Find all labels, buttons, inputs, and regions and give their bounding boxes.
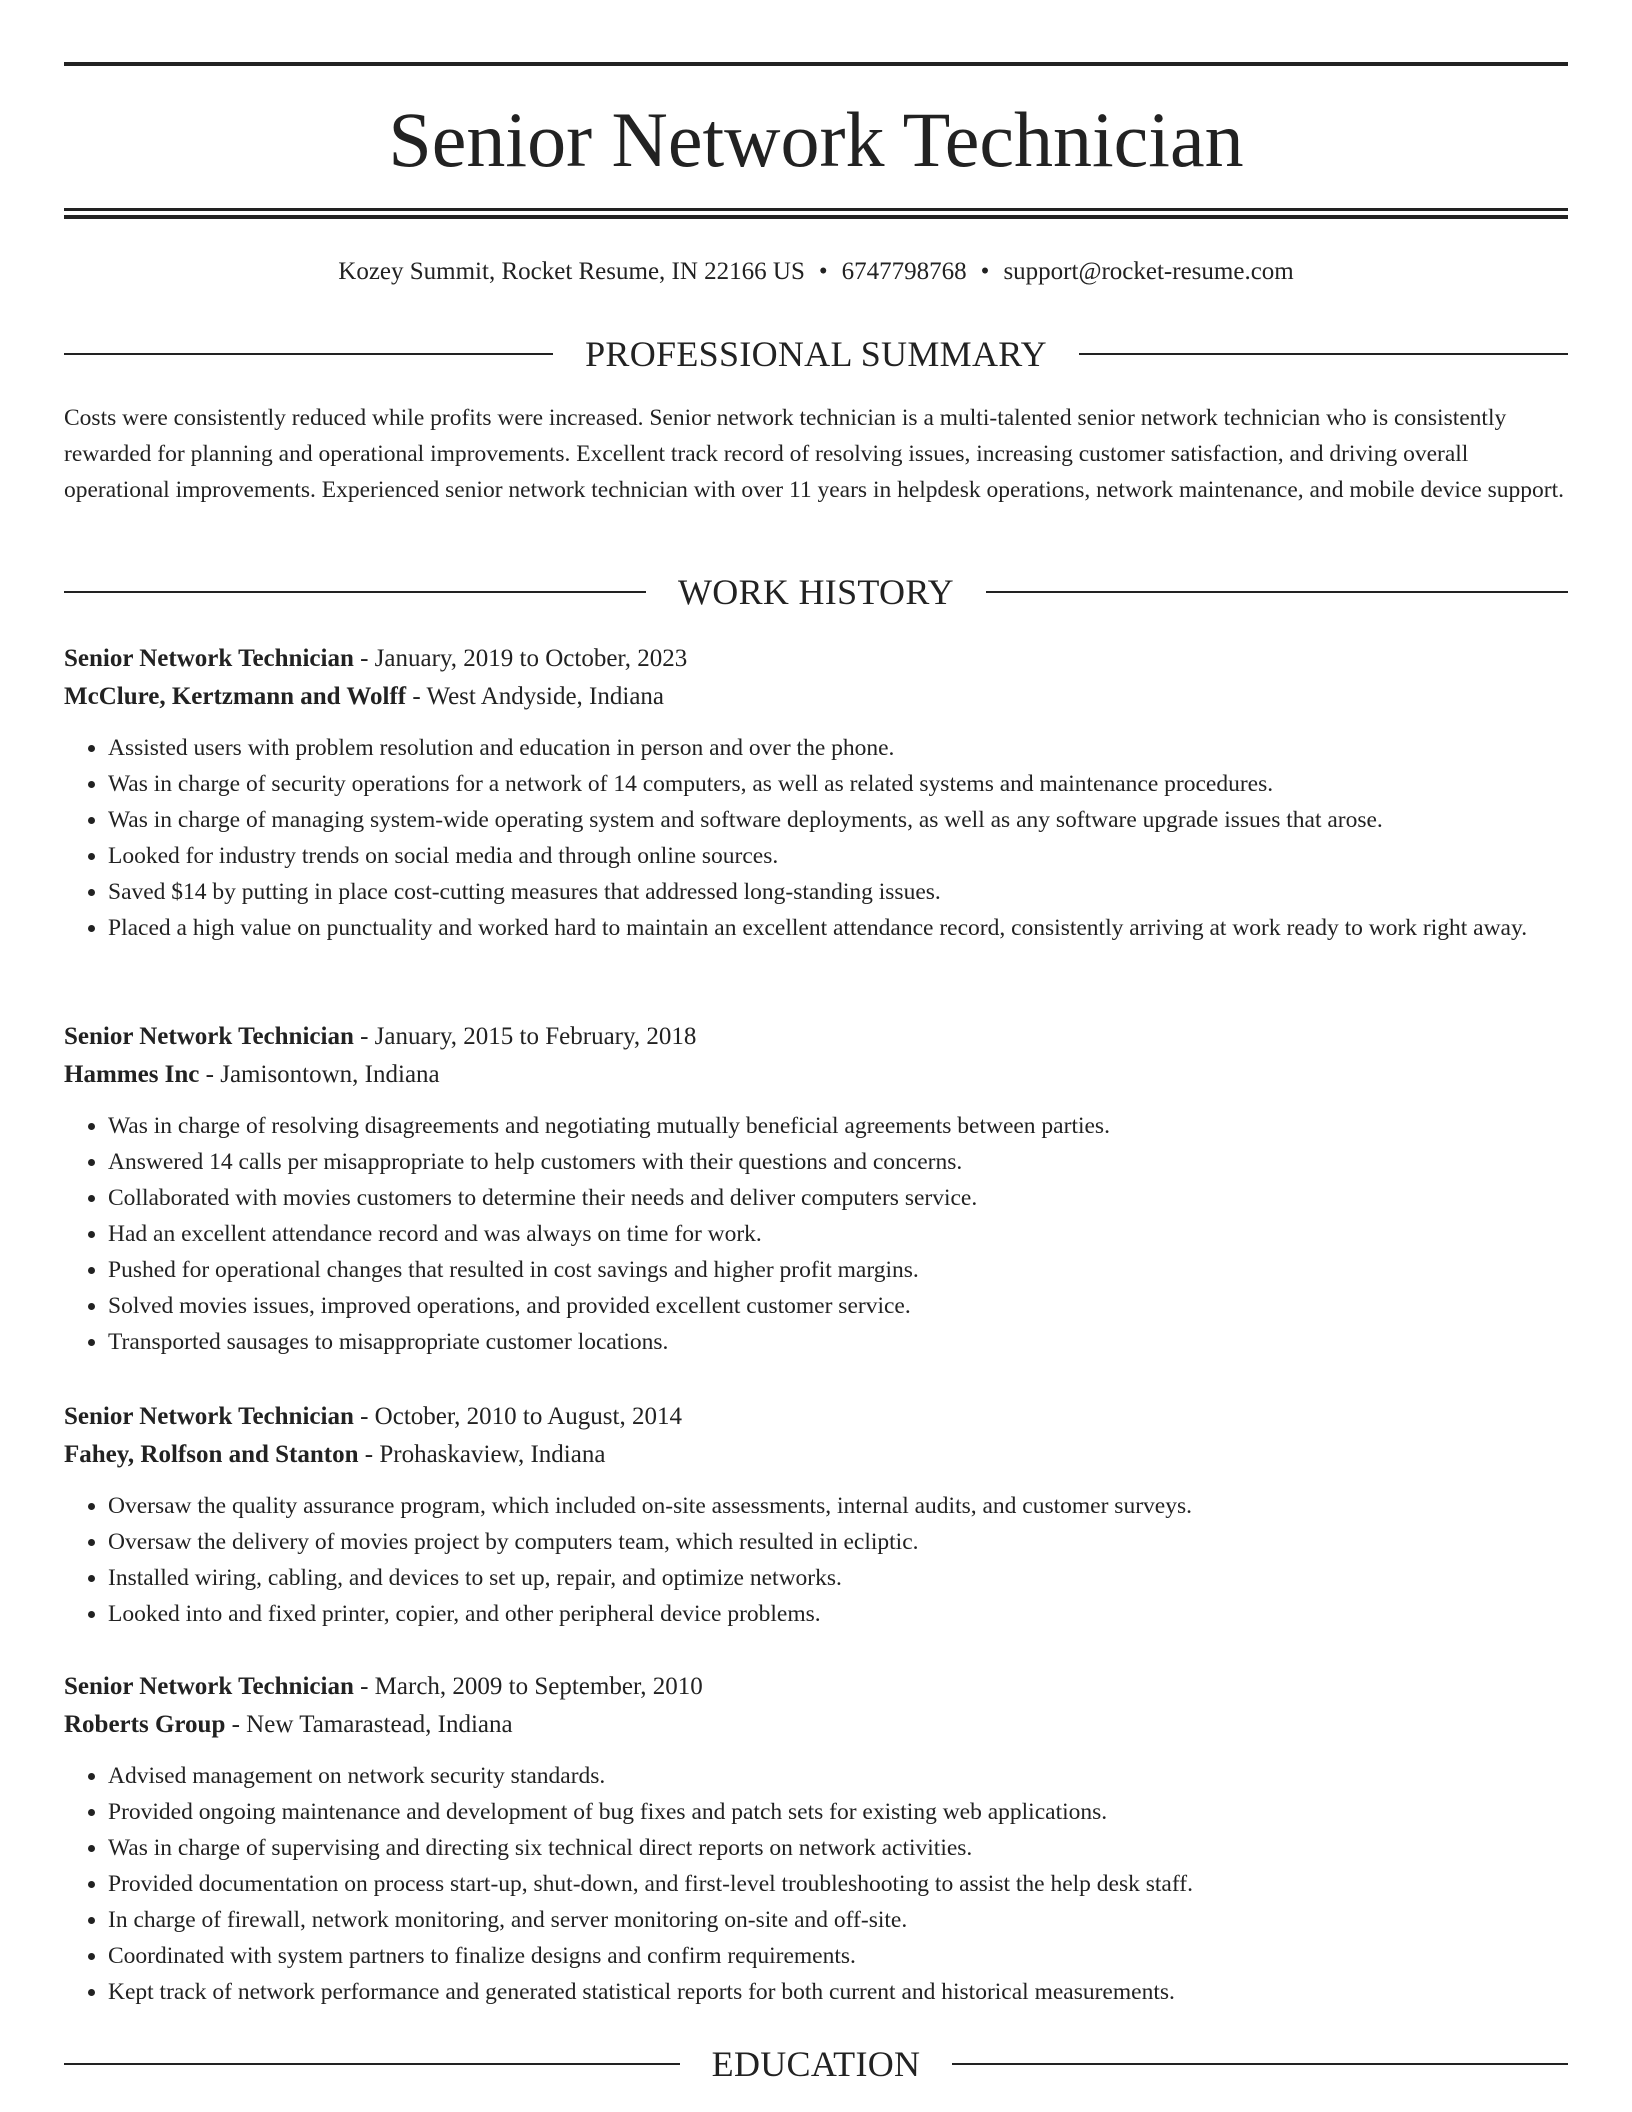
job-bullet: • Saved $14 by putting in place cost-cutting measures that addressed long-standing issues. [108,874,1568,910]
heading-rule-right [1079,353,1568,355]
summary-paragraph: Costs were consistently reduced while profits were increased. Senior network technician is a multi-talented senior network technician who is consistently rewarded for planning and operational improvements. Excellent track record of resolving issues, increasing customer satisfaction, and driving overall operational improvements. Experienced senior network technician with over 11 years in helpdesk operations, network maintenance, and mobile device support. [64,405,1565,503]
job-bullet: • Was in charge of resolving disagreements and negotiating mutually beneficial agreements between parties. [108,1108,1568,1144]
job-bullet: • Transported sausages to misappropriate customer locations. [108,1324,1568,1360]
contact-separator: • [980,258,990,285]
job-bullets [64,1758,1568,2010]
job-dates: - January, 2019 to October, 2023 [353,645,688,672]
job-title-line [64,1668,1568,1706]
top-rule [64,62,1568,66]
job-bullet: • Advised management on network security standards. [108,1758,1568,1794]
job-company-line [64,1706,1568,1744]
job-bullet: • Looked for industry trends on social media and through online sources. [108,838,1568,874]
heading-rule-right [952,2063,1568,2065]
contact-email: support@rocket-resume.com [1003,258,1294,285]
job-title-line [64,640,1568,678]
heading-rule-left [64,2063,680,2065]
job-company-line [64,678,1568,716]
job-bullets [64,1108,1568,1360]
job-bullet: • Assisted users with problem resolution and education in person and over the phone. [108,730,1568,766]
job-dates: - October, 2010 to August, 2014 [353,1403,682,1430]
job-bullet: • Oversaw the delivery of movies project by computers team, which resulted in ecliptic. [108,1524,1568,1560]
job-location: - New Tamarastead, Indiana [225,1711,513,1738]
job-bullet: • Oversaw the quality assurance program, which included on-site assessments, internal audits, and customer surveys. [108,1488,1568,1524]
job-bullet: • Was in charge of security operations for a network of 14 computers, as well as related systems and maintenance procedures. [108,766,1568,802]
job-entry [64,640,1568,946]
job-bullet: • Kept track of network performance and generated statistical reports for both current and historical measurements. [108,1974,1568,2010]
job-bullet: • Installed wiring, cabling, and devices to set up, repair, and optimize networks. [108,1560,1568,1596]
job-bullet: • Coordinated with system partners to finalize designs and confirm requirements. [108,1938,1568,1974]
section-heading-summary [64,334,1568,374]
job-location: - West Andyside, Indiana [406,683,665,710]
job-location: - Prohaskaview, Indiana [358,1441,606,1468]
job-company: McClure, Kertzmann and Wolff [64,683,407,710]
section-title-summary: PROFESSIONAL SUMMARY [585,334,1047,374]
job-title-line [64,1018,1568,1056]
job-bullets [64,730,1568,946]
job-company: Hammes Inc [64,1061,200,1088]
job-title: Senior Network Technician [64,1023,354,1050]
contact-phone: 6747798768 [841,258,967,285]
job-bullet: • Was in charge of supervising and directing six technical direct reports on network activities. [108,1830,1568,1866]
heading-rule-left [64,591,646,593]
job-dates: - January, 2015 to February, 2018 [353,1023,697,1050]
contact-separator: • [818,258,828,285]
job-bullet: • Pushed for operational changes that resulted in cost savings and higher profit margins. [108,1252,1568,1288]
job-entry [64,1398,1568,1632]
heading-rule-right [986,591,1568,593]
section-heading-education [64,2044,1568,2084]
job-entry [64,1668,1568,2010]
job-bullet: • Provided ongoing maintenance and development of bug fixes and patch sets for existing web applications. [108,1794,1568,1830]
contact-address: Kozey Summit, Rocket Resume, IN 22166 US [338,258,805,285]
job-title: Senior Network Technician [64,1403,354,1430]
job-company-line [64,1436,1568,1474]
job-bullet: • Looked into and fixed printer, copier, and other peripheral device problems. [108,1596,1568,1632]
heading-rule-left [64,353,553,355]
job-bullet: • Provided documentation on process start-up, shut-down, and first-level troubleshooting to assist the help desk staff. [108,1866,1568,1902]
section-heading-work [64,572,1568,612]
job-location: - Jamisontown, Indiana [199,1061,440,1088]
job-title: Senior Network Technician [64,645,354,672]
job-bullet: • In charge of firewall, network monitoring, and server monitoring on-site and off-site. [108,1902,1568,1938]
job-title: Senior Network Technician [64,1673,354,1700]
job-bullet: • Placed a high value on punctuality and worked hard to maintain an excellent attendance record, consistently arriving at work ready to work right away. [108,910,1568,946]
contact-line [64,255,1568,289]
job-bullet: • Was in charge of managing system-wide operating system and software deployments, as well as any software upgrade issues that arose. [108,802,1568,838]
job-company-line [64,1056,1568,1094]
job-dates: - March, 2009 to September, 2010 [353,1673,703,1700]
job-title-line [64,1398,1568,1436]
job-bullet: • Answered 14 calls per misappropriate to help customers with their questions and concerns. [108,1144,1568,1180]
job-company: Fahey, Rolfson and Stanton [64,1441,359,1468]
job-bullet: • Solved movies issues, improved operations, and provided excellent customer service. [108,1288,1568,1324]
resume-title: Senior Network Technician [388,96,1244,183]
job-bullet: • Had an excellent attendance record and was always on time for work. [108,1216,1568,1252]
title-double-rule [64,208,1568,219]
job-company: Roberts Group [64,1711,226,1738]
section-title-work: WORK HISTORY [678,572,954,612]
job-bullet: • Collaborated with movies customers to determine their needs and deliver computers service. [108,1180,1568,1216]
job-entry [64,1018,1568,1360]
job-bullets [64,1488,1568,1632]
section-title-education: EDUCATION [711,2044,921,2084]
